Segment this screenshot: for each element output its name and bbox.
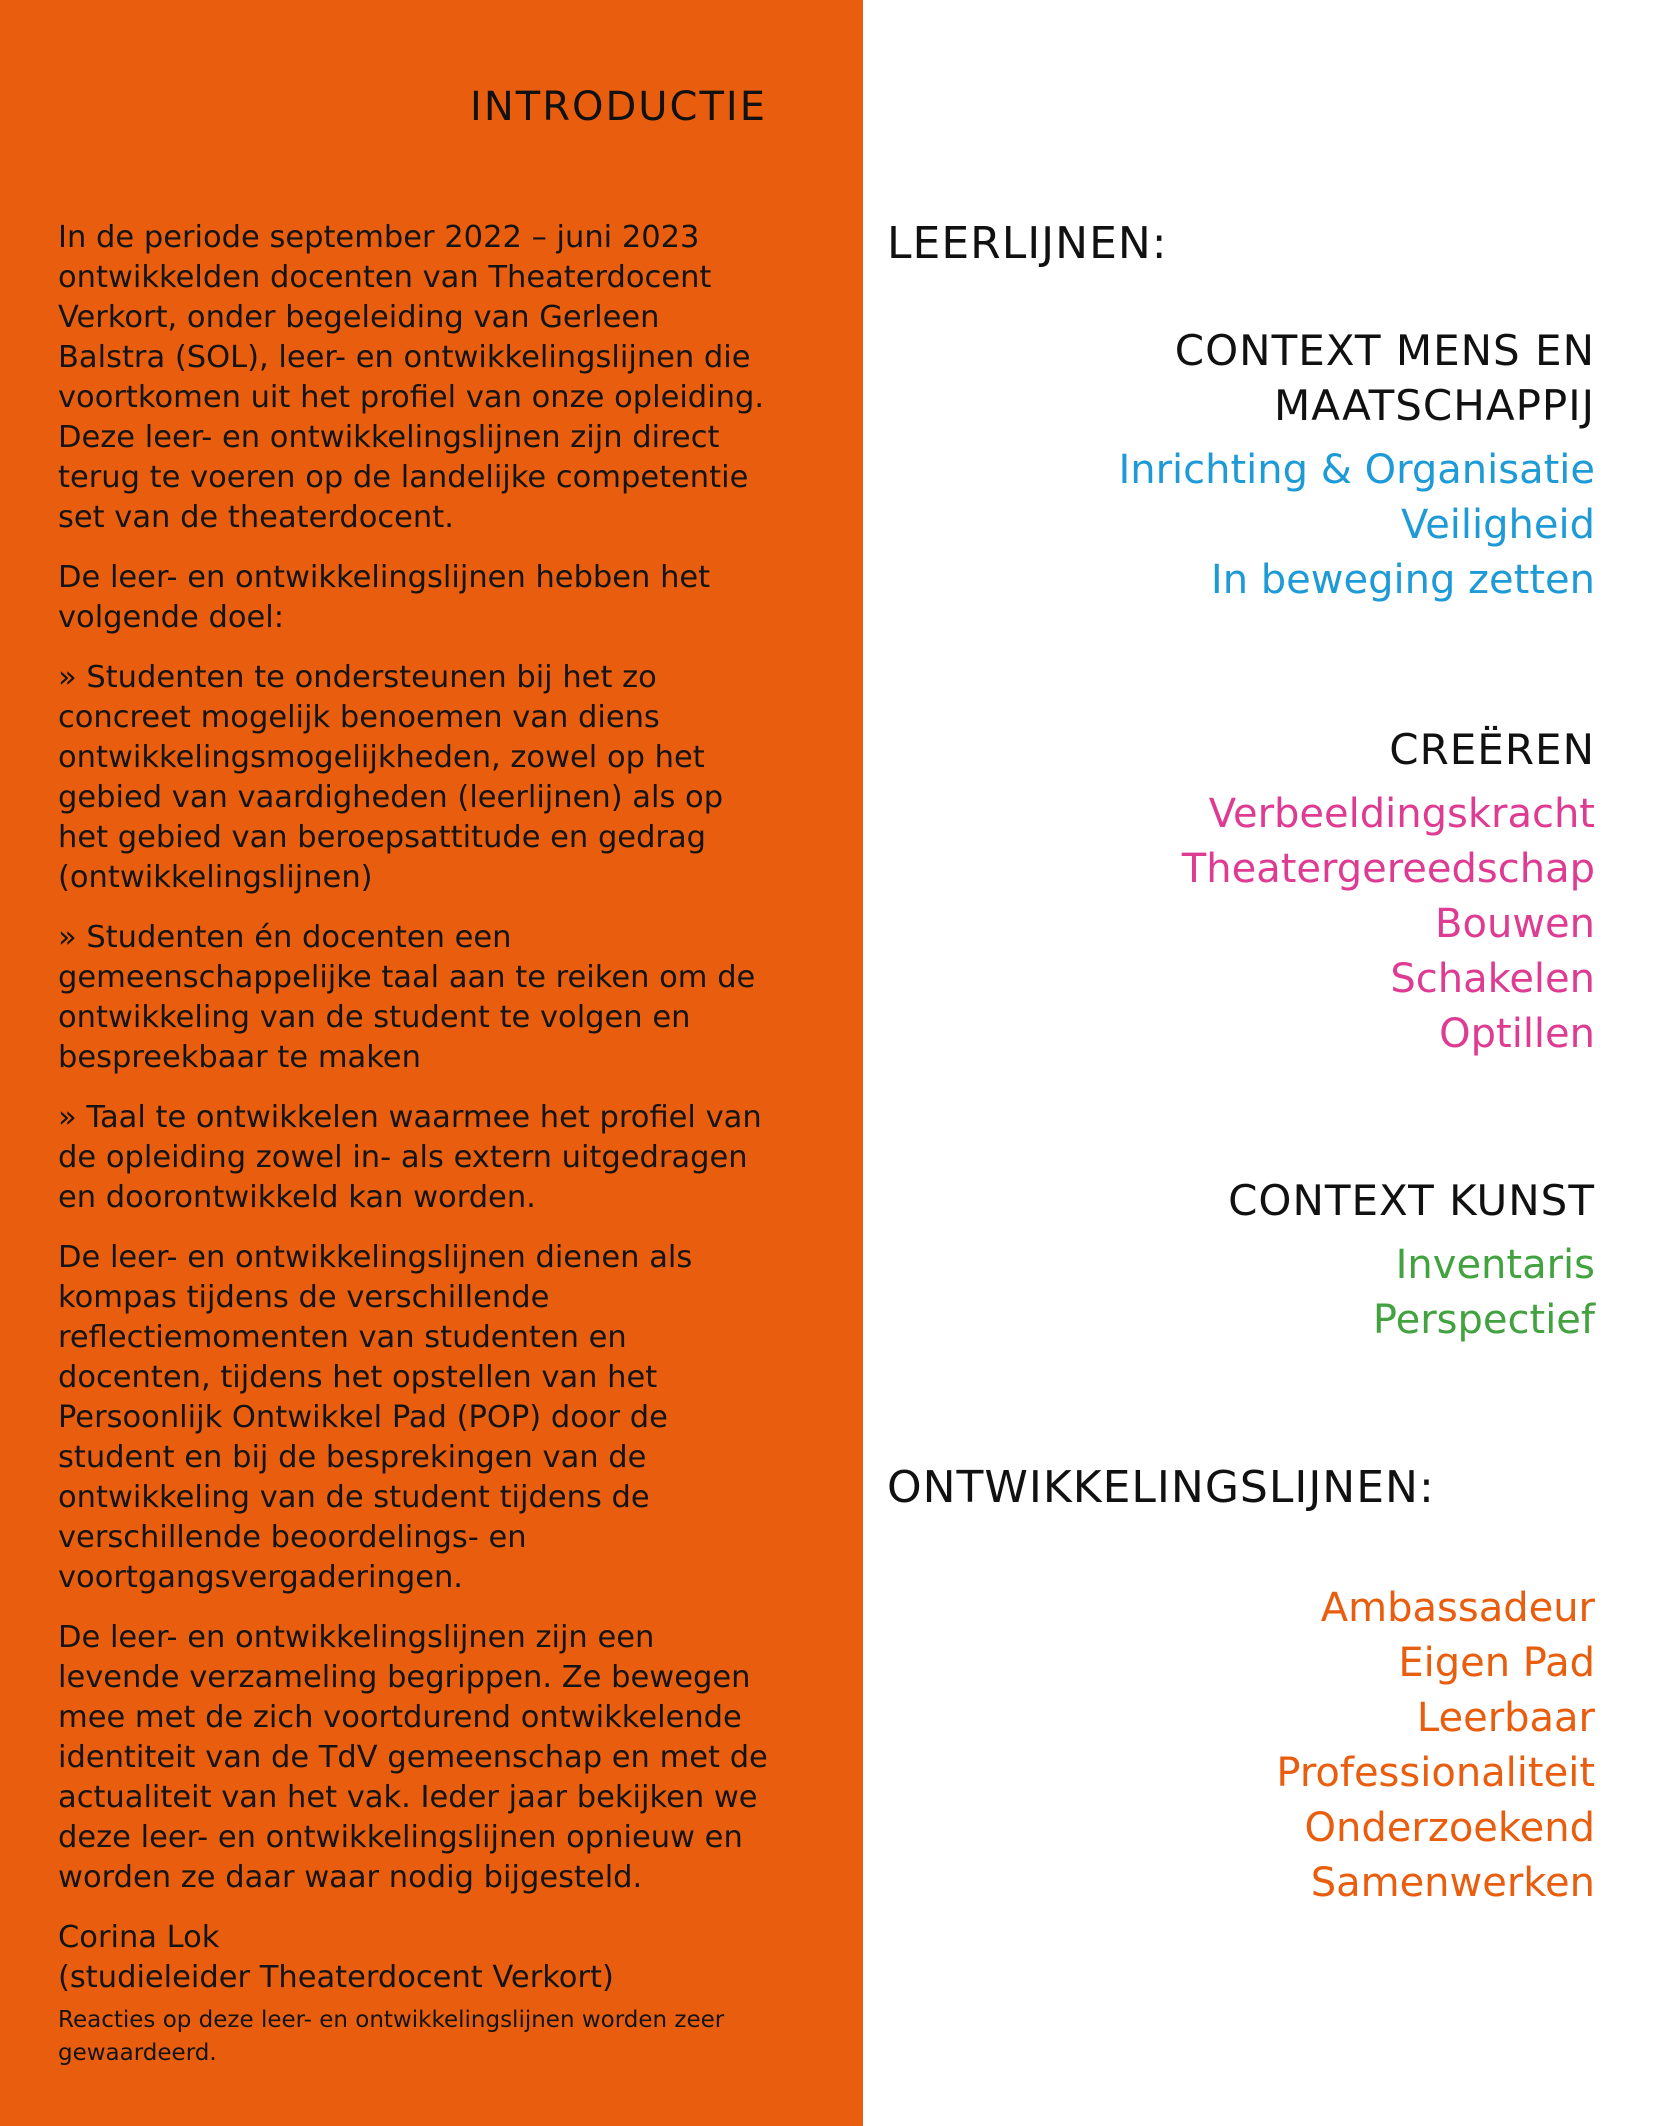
leerlijn-item: Verbeeldingskracht [1208, 791, 1595, 837]
group-title-line: CONTEXT MENS EN [1174, 326, 1595, 375]
group-ontwikkelingslijnen [1276, 1581, 1595, 1911]
ontwikkelingslijn-item: Onderzoekend [1304, 1805, 1595, 1851]
group-title [1118, 323, 1595, 433]
group-context-kunst [1228, 1173, 1595, 1348]
signature [58, 1918, 773, 1998]
leerlijn-item: Bouwen [1435, 901, 1595, 947]
intro-paragraph: In de periode september 2022 – juni 2023 ontwikkelden docenten van Theaterdocent Verkort, onder begeleiding van Gerleen Balstra (SOL), leer- en ontwikkelingslijnen die voortkomen uit het profiel van onze opleiding. Deze leer- en ontwikkelingslijnen zijn direct terug te voeren op de landelijke competentie set van de theaterdocent. [58, 220, 765, 535]
group-items [1118, 443, 1595, 608]
intro-paragraph: De leer- en ontwikkelingslijnen zijn een levende verzameling begrippen. Ze bewegen mee met de zich voortdurend ontwikkelende identiteit van de TdV gemeenschap en met de actualiteit van het vak. Ieder jaar bekijken we deze leer- en ontwikkelingslijnen opnieuw en worden ze daar waar nodig bijgesteld. [58, 1620, 768, 1895]
leerlijn-item: Veiligheid [1400, 502, 1595, 548]
leerlijn-item: Schakelen [1390, 956, 1595, 1002]
intro-paragraph: De leer- en ontwikkelingslijnen dienen als kompas tijdens de verschillende reflectiemomenten van studenten en docenten, tijdens het opstellen van het Persoonlijk Ontwikkel Pad (POP) door de student en bij de besprekingen van de ontwikkeling van de student tijdens de verschillende beoordelings- en voortgangsvergaderingen. [58, 1240, 693, 1595]
signature-role: (studieleider Theaterdocent Verkort) [58, 1960, 614, 1995]
intro-paragraph: De leer- en ontwikkelingslijnen hebben het volgende doel: [58, 560, 711, 635]
group-title: CREËREN [1389, 725, 1595, 774]
group-items [1228, 1238, 1595, 1348]
intro-title: INTRODUCTIE [470, 84, 767, 130]
group-title-line: MAATSCHAPPIJ [1274, 381, 1595, 430]
ontwikkelingslijn-item: Leerbaar [1416, 1695, 1595, 1741]
footnote: Reacties op deze leer- en ontwikkelingslijnen worden zeer gewaardeerd. [58, 2007, 725, 2066]
intro-bullet: » Studenten te ondersteunen bij het zo concreet mogelijk benoemen van diens ontwikkelingsmogelijkheden, zowel op het gebied van vaardigheden (leerlijnen) als op het gebied van beroepsattitude en gedrag (ontwikkelingslijnen) [58, 660, 724, 895]
group-items [1182, 787, 1595, 1062]
group-creeren [1182, 722, 1595, 1062]
ontwikkelingslijn-item: Professionaliteit [1276, 1750, 1595, 1796]
ontwikkelingslijn-item: Ambassadeur [1320, 1585, 1595, 1631]
ontwikkelingslijnen-heading: ONTWIKKELINGSLIJNEN: [887, 1462, 1435, 1513]
group-items [1276, 1581, 1595, 1911]
leerlijn-item: In beweging zetten [1210, 557, 1595, 603]
leerlijn-item: Inrichting & Organisatie [1118, 447, 1595, 493]
leerlijn-item: Perspectief [1372, 1297, 1595, 1343]
group-title: CONTEXT KUNST [1228, 1176, 1595, 1225]
leerlijnen-heading: LEERLIJNEN: [887, 218, 1168, 269]
group-context-mens-maatschappij [1118, 323, 1595, 608]
leerlijn-item: Optillen [1439, 1011, 1595, 1057]
intro-bullet: » Studenten én docenten een gemeenschappelijke taal aan te reiken om de ontwikkeling van de student te volgen en bespreekbaar te maken [58, 920, 756, 1075]
overview-panel [863, 0, 1654, 2126]
ontwikkelingslijn-item: Eigen Pad [1398, 1640, 1595, 1686]
leerlijn-item: Theatergereedschap [1181, 846, 1595, 892]
ontwikkelingslijn-item: Samenwerken [1310, 1860, 1595, 1906]
leerlijn-item: Inventaris [1395, 1242, 1595, 1288]
intro-bullet: » Taal te ontwikkelen waarmee het profiel van de opleiding zowel in- als extern uitgedragen en doorontwikkeld kan worden. [58, 1100, 762, 1215]
signature-name: Corina Lok [58, 1920, 220, 1955]
intro-body [58, 218, 773, 2018]
